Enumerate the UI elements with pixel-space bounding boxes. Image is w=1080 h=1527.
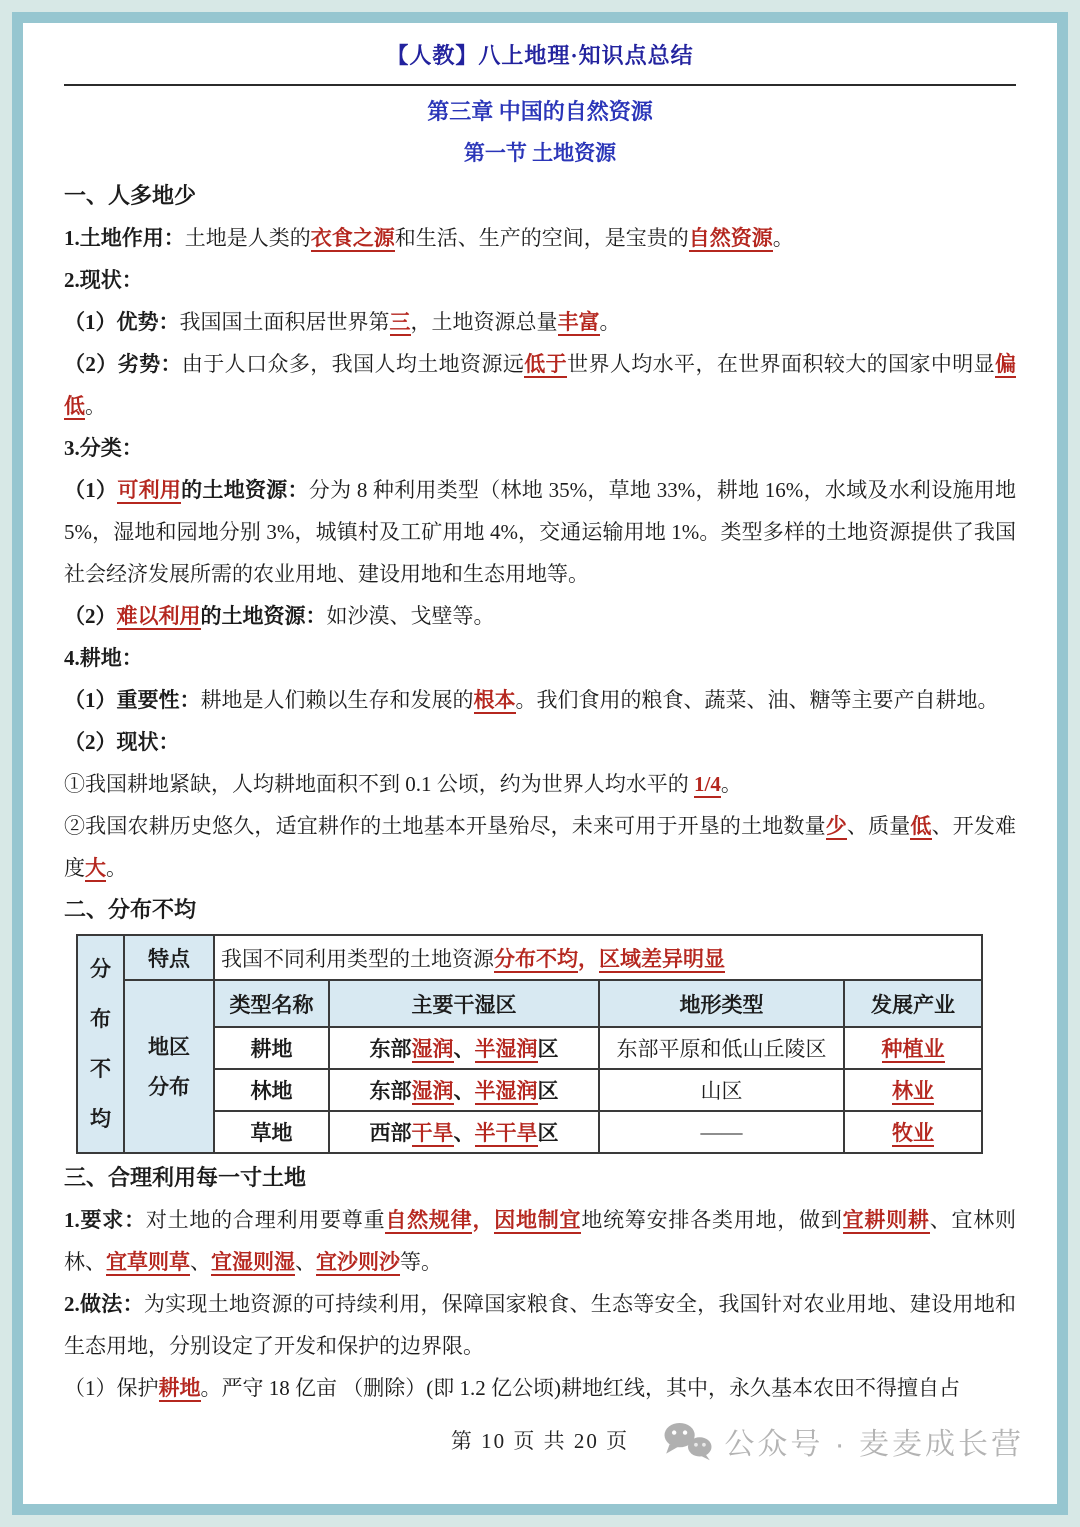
keyword-red: 湿润: [411, 1079, 454, 1103]
keyword-red: 分布不均: [494, 946, 578, 971]
text-run: 分为 8 种利用类型（林地 35%，草地 33%，耕地 16%，水域及水利设施用地 5%，湿地和园地分别 3%，城镇村及工矿用地 4%，交通运输用地 1%。类型多样的土地资源提供了我国社会经济发展所需的农业用地、建设用地和生态用地等。: [64, 478, 1017, 586]
text-run: 、: [453, 1121, 475, 1145]
terrain-cell: 山区: [599, 1069, 844, 1111]
text-run: 、质量: [846, 814, 911, 838]
text-run: （1）: [64, 478, 118, 502]
keyword-red: 牧业: [892, 1121, 934, 1145]
text-run: 。: [772, 226, 794, 250]
text-run: 4.耕地：: [64, 646, 143, 670]
text-run: ②我国农耕历史悠久，适宜耕作的土地基本开垦殆尽，未来可用于开垦的土地数量: [64, 814, 826, 838]
keyword-red: 宜草则草: [106, 1250, 190, 1274]
column-header-cell: 地形类型: [599, 980, 844, 1027]
text-run: 区: [537, 1079, 559, 1103]
text-run: 区: [537, 1121, 559, 1145]
keyword-red: 湿润: [411, 1037, 454, 1061]
text-run: 。: [720, 772, 742, 796]
text-run: （1）重要性：: [64, 688, 201, 712]
keyword-red: 可利用: [117, 478, 182, 502]
text-run: 3.分类：: [64, 436, 143, 460]
watermark: [662, 1419, 1024, 1463]
text-run: 、: [453, 1079, 475, 1103]
side-label-char: 均: [90, 1107, 111, 1131]
zone-cell: [329, 1069, 599, 1111]
region-label-cell: [124, 980, 214, 1153]
keyword-red: 1/4: [694, 772, 721, 796]
paragraph: [64, 763, 1016, 805]
keyword-red: 干旱: [411, 1121, 454, 1145]
keyword-red: 低: [910, 814, 932, 838]
feature-label-cell: 特点: [124, 935, 214, 980]
keyword-red: 半湿润: [474, 1037, 538, 1061]
region-label-line: 地区: [148, 1034, 190, 1059]
text-run: （2）: [64, 604, 117, 628]
keyword-red: 宜沙则沙: [316, 1250, 400, 1274]
text-run: 、开发难度: [64, 814, 1017, 880]
side-label-char: 布: [90, 1007, 111, 1031]
paragraph: [64, 469, 1016, 595]
table-header-row: [77, 980, 982, 1027]
text-run: 。严守 18 亿亩 （删除）(即 1.2 亿公顷)耕地红线，其中，永久基本农田不得擅自占: [200, 1376, 960, 1400]
text-run: （1）保护: [64, 1376, 159, 1400]
text-run: 由于人口众多，我国人均土地资源远: [181, 352, 525, 376]
text-run: 西部: [369, 1121, 412, 1145]
text-run: 。: [85, 394, 106, 418]
text-run: 东部: [369, 1037, 412, 1061]
document-page: [12, 12, 1068, 1515]
text-run: 1.土地作用：: [64, 226, 185, 250]
text-run: 。: [599, 310, 621, 334]
table-row-feature: [77, 935, 982, 980]
text-run: 、: [190, 1250, 211, 1274]
keyword-red: ，: [472, 1208, 495, 1232]
keyword-red: 半干旱: [474, 1121, 538, 1145]
paragraph: [64, 427, 1016, 469]
header-rule: [64, 84, 1016, 86]
industry-cell: [844, 1111, 982, 1153]
paragraph: [64, 721, 1016, 763]
keyword-red: ，: [578, 946, 599, 971]
keyword-red: 因地制宜: [494, 1208, 582, 1232]
section-title: 第一节 土地资源: [463, 141, 617, 165]
text-run: 耕地是人们赖以生存和发展的: [200, 688, 474, 712]
watermark-text: 公众号 · 麦麦成长营: [724, 1428, 1024, 1461]
keyword-red: 少: [825, 814, 847, 838]
text-run: 区: [537, 1037, 559, 1061]
text-run: 如沙漠、戈壁等。: [326, 604, 495, 628]
text-run: 地统筹安排各类用地，做到: [581, 1208, 843, 1232]
column-header-cell: 发展产业: [844, 980, 982, 1027]
landtype-cell: 林地: [214, 1069, 329, 1111]
column-header-cell: 主要干湿区: [329, 980, 599, 1027]
section-heading: 二、分布不均: [64, 897, 197, 922]
text-run: ，土地资源总量: [410, 310, 558, 334]
keyword-red: 偏低: [64, 352, 1017, 418]
distribution-table: [76, 934, 983, 1154]
text-run: 。我们食用的粮食、蔬菜、油、糖等主要产自耕地。: [515, 688, 999, 712]
text-run: 2.做法：: [64, 1292, 144, 1316]
side-label-char: 不: [90, 1057, 111, 1081]
keyword-red: 宜湿则湿: [211, 1250, 295, 1274]
keyword-red: 种植业: [881, 1037, 945, 1061]
industry-cell: [844, 1027, 982, 1069]
doc-header-title: 【人教】八上地理·知识点总结: [386, 43, 694, 68]
text-run: 1.要求：: [64, 1208, 146, 1232]
keyword-red: 根本: [473, 688, 516, 712]
landtype-cell: 草地: [214, 1111, 329, 1153]
text-run: 的土地资源：: [200, 604, 327, 628]
text-run: 世界人均水平，在世界面积较大的国家中明显: [567, 352, 996, 376]
feature-content-cell: [214, 935, 982, 980]
paragraph: [64, 259, 1016, 301]
text-run: 我国国土面积居世界第: [179, 310, 390, 334]
section-heading: 一、人多地少: [64, 183, 197, 208]
paragraph: [64, 679, 1016, 721]
column-header-cell: 类型名称: [214, 980, 329, 1027]
keyword-red: 三: [389, 310, 411, 334]
text-run: （1）优势：: [64, 310, 180, 334]
keyword-red: 自然规律: [385, 1208, 473, 1232]
keyword-red: 耕地: [158, 1376, 201, 1400]
text-run: 、宜林则林、: [64, 1208, 1017, 1274]
wechat-icon: [662, 1421, 714, 1461]
text-run: 我国不同利用类型的土地资源: [221, 946, 494, 971]
keyword-red: 衣食之源: [310, 226, 395, 250]
page-number: 第 10 页 共 20 页: [450, 1429, 630, 1453]
text-run: 等。: [400, 1250, 442, 1274]
paragraph: [64, 217, 1016, 259]
text-run: ①我国耕地紧缺，人均耕地面积不到 0.1 公顷，约为世界人均水平的: [64, 772, 694, 796]
paragraph: [64, 1199, 1016, 1283]
paragraph: [64, 637, 1016, 679]
side-label-char: 分: [90, 957, 111, 981]
keyword-red: 区域差异明显: [599, 946, 725, 971]
industry-cell: [844, 1069, 982, 1111]
text-run: 、: [295, 1250, 316, 1274]
section-heading: 三、合理利用每一寸土地: [64, 1165, 307, 1190]
paragraph: [64, 301, 1016, 343]
terrain-cell: ——: [599, 1111, 844, 1153]
doc-footer: [64, 1417, 1024, 1463]
keyword-red: 自然资源: [688, 226, 773, 250]
keyword-red: 大: [85, 856, 106, 880]
text-run: 。: [106, 856, 127, 880]
paragraph: [64, 1283, 1016, 1367]
text-run: 东部: [369, 1079, 412, 1103]
text-run: 的土地资源：: [181, 478, 309, 502]
paragraph: [64, 595, 1016, 637]
keyword-red: 林业: [892, 1079, 934, 1103]
region-label-line: 分布: [148, 1074, 190, 1099]
text-run: 和生活、生产的空间，是宝贵的: [394, 226, 689, 250]
chapter-title: 第三章 中国的自然资源: [427, 99, 653, 124]
paragraph: [64, 343, 1016, 427]
paragraph: [64, 1367, 1016, 1409]
text-run: 对土地的合理利用要尊重: [145, 1208, 386, 1232]
zone-cell: [329, 1111, 599, 1153]
doc-content: [64, 175, 1016, 1409]
side-label-cell: [77, 935, 124, 1153]
text-run: 2.现状：: [64, 268, 143, 292]
keyword-red: 宜耕则耕: [842, 1208, 930, 1232]
landtype-cell: 耕地: [214, 1027, 329, 1069]
keyword-red: 难以利用: [116, 604, 201, 628]
paragraph: [64, 805, 1016, 889]
keyword-red: 低于: [524, 352, 568, 376]
text-run: 、: [453, 1037, 475, 1061]
zone-cell: [329, 1027, 599, 1069]
keyword-red: 半湿润: [474, 1079, 538, 1103]
text-run: （2）劣势：: [64, 352, 182, 376]
text-run: （2）现状：: [64, 730, 180, 754]
text-run: 为实现土地资源的可持续利用，保障国家粮食、生态等安全，我国针对农业用地、建设用地和生态用地，分别设定了开发和保护的边界限。: [64, 1292, 1017, 1358]
text-run: 土地是人类的: [184, 226, 311, 250]
terrain-cell: 东部平原和低山丘陵区: [599, 1027, 844, 1069]
keyword-red: 丰富: [557, 310, 600, 334]
